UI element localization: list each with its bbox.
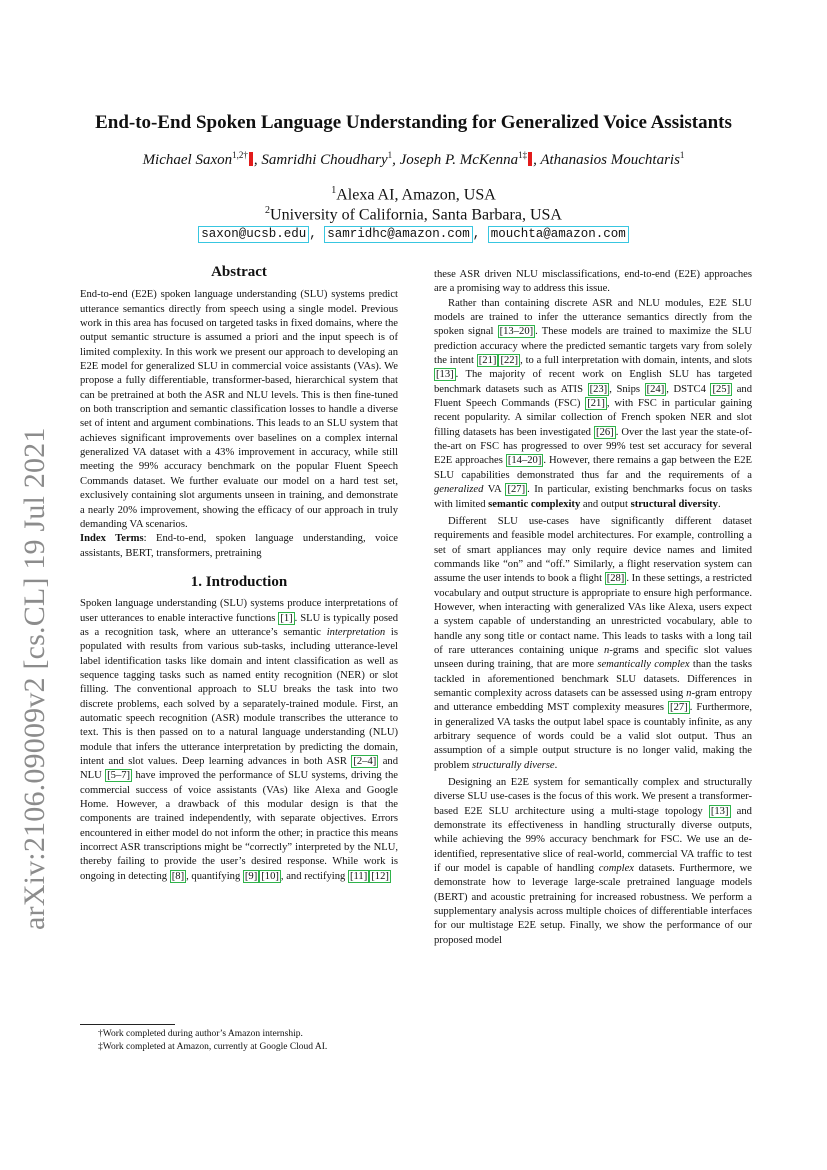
text-span: , with FSC in particular gaining recent popularity. A similar collection of French spoken NER and slot filling datasets has been investigated xyxy=(434,398,752,438)
text-span: -grams and specific slot values unseen during training, that are more xyxy=(434,644,752,671)
text-span: . In these settings, a restricted vocabulary and output structure is appropriate to ensure high performance. However, when interacting with generalized VAs like Alexa, users expect a system capable of understanding an unrestricted vocabulary, able to handle any song title or contact name. This leads to tasks with a long tail of rare utterances containing unique xyxy=(434,573,752,656)
author-superscript: 1‡ xyxy=(518,150,528,160)
affiliation-1 xyxy=(60,185,767,204)
text-span: . SLU is typically posed as a recognition task, where an utterance’s semantic xyxy=(80,612,398,638)
text-span: Designing an E2E system for semantically complex and structurally diverse SLU use-cases is the focus of this work. We present a transformer-based E2E SLU architecture using a multi-stage topology xyxy=(434,777,752,817)
author-name: Joseph P. McKenna xyxy=(399,152,519,168)
citation-link[interactable]: [27] xyxy=(670,702,688,714)
citation-link[interactable]: [25] xyxy=(712,383,731,395)
affiliation-name: Alexa AI, Amazon, USA xyxy=(336,186,496,204)
citation-link[interactable]: [11] xyxy=(350,870,368,882)
affiliation-2 xyxy=(60,205,767,224)
text-span: and output xyxy=(580,498,631,510)
text-span: have improved the performance of SLU systems, driving the commercial success of voice assistants (VAs) like Alexa and Google Home. However, a drawback of this modular design is that the components are trained independently, with separate objectives. Errors encountered in either model do not inform the other; in practice this means incorrect ASR transcriptions might be “correctly” interpreted by the NLU, thereby failing to provide the user’s desired response. While work is ongoing in detecting xyxy=(80,770,398,882)
text-span: . Over the last year the state-of-the-art on FSC has progressed to over 99% test set accuracy for several E2E approaches xyxy=(434,426,753,467)
bold-text: structural diversity xyxy=(630,498,718,510)
citation-link[interactable]: [1] xyxy=(280,612,293,624)
citation-link[interactable]: [13] xyxy=(710,805,729,817)
citation-link[interactable]: [22] xyxy=(500,355,519,367)
affiliation-number: 1 xyxy=(331,185,337,196)
text-span: Spoken language understanding (SLU) systems produce interpretations of user utterances to enable interactive functions xyxy=(80,598,398,624)
text-span: Rather than containing discrete ASR and NLU modules, E2E SLU models are trained to infer the utterance semantics directly from the spoken signal xyxy=(434,297,752,338)
math-variable: n xyxy=(604,644,610,656)
author-name: Michael Saxon xyxy=(142,152,233,168)
introduction-heading: 1. Introduction xyxy=(190,573,288,590)
text-span: . These models are trained to maximize the SLU prediction accuracy where the predicted semantic targets vary from solely the intent xyxy=(434,326,752,367)
text-span: . xyxy=(717,498,721,510)
citation-link[interactable]: [2–4] xyxy=(353,756,377,767)
email-link[interactable]: mouchta@amazon.com xyxy=(488,226,629,243)
emphasis-text: interpretation xyxy=(326,626,386,638)
text-span: . The majority of recent work on English SLU has targeted benchmark datasets such as ATIS xyxy=(434,369,752,395)
arxiv-identifier: arXiv:2106.09009v2 [cs.CL] 19 Jul 2021 xyxy=(18,427,51,930)
text-span: -gram entropy and utterance embedding MST complexity measures xyxy=(434,687,752,714)
emphasis-text: generalized xyxy=(434,484,484,496)
email-link[interactable]: samridhc@amazon.com xyxy=(324,226,473,243)
footnote-link-marker[interactable] xyxy=(528,152,532,166)
affiliation-number: 2 xyxy=(265,205,271,216)
citation-link[interactable]: [21] xyxy=(587,398,605,410)
text-span: . Furthermore, in generalized VA tasks the output label space is countably infinite, as any arbitrary sequence of words could be a valid slot output. Thus an assumption of a simple output structure is no longer valid, making the problem xyxy=(434,702,752,771)
citation-link[interactable]: [21] xyxy=(478,355,497,367)
text-span: is populated with results from various sub-tasks, including utterance-level label identification tasks like domain and intent classification as well as sequence tagging tasks such as named entity recognition (NER) or slot filling. The conventional approach to SLU breaks the task into two discrete problems, each solved by a separately-trained module. First, an automatic speech recognition (ASR) module transcribes the utterance to text. This is then passed on to a natural language understanding (NLU) module that infers the utterance interpretation by predicting the domain, intent and slot values. Deep learning advances in both ASR xyxy=(80,626,398,767)
text-span: . In particular, existing benchmarks focus on tasks with limited xyxy=(434,484,752,510)
abstract-body: End-to-end (E2E) spoken language understanding (SLU) systems predict utterance semantics directly from speech using a single model. Previous work in this area has focused on targeted tasks in fixed domains, where the output semantic structure is assumed a priori and the input speech is of limited complexity. In this work we present our approach to developing an E2E model for generalized SLU in commercial voice assistants (VAs). We propose a fully differentiable, transformer-based, hierarchical system that can be pretrained at both the ASR and NLU levels. This is then fine-tuned on both transcription and semantic classification losses to handle a diverse set of intent and argument combinations. This leads to an SLU system that achieves significant improvements over baselines on a complex internal generalized VA dataset with a 43% improvement in accuracy, while still meeting the 99% accuracy benchmark on the popular Fluent Speech Commands dataset. We further evaluate our model on a hard test set, exclusively containing slot arguments unseen in training, and demonstrate a nearly 20% improvement, showing the efficacy of our approach in truly demanding VA scenarios. xyxy=(80,289,398,530)
footnote-2: ‡Work completed at Amazon, currently at Google Cloud AI. xyxy=(98,1042,328,1052)
abstract-heading: Abstract xyxy=(211,264,267,280)
email-list: saxon@ucsb.edu , samridhc@amazon.com , mouchta@amazon.com xyxy=(60,226,767,243)
citation-link[interactable]: [28] xyxy=(606,573,625,585)
citation-link[interactable]: [27] xyxy=(507,484,526,496)
index-terms-text: : End-to-end, spoken language understanding, voice assistants, BERT, transformers, pretraining xyxy=(80,533,398,559)
citation-link[interactable]: [9] xyxy=(244,870,258,882)
emphasis-text: complex xyxy=(598,863,634,875)
text-span: , Snips xyxy=(609,383,645,395)
text-span: than the tasks tackled in aforementioned benchmark SLU datasets. Differences in semantic complexity across datasets can be assessed using xyxy=(434,659,752,699)
right-column xyxy=(434,268,752,948)
index-terms xyxy=(80,532,398,561)
bold-text: semantic complexity xyxy=(488,498,581,510)
paragraph: these ASR driven NLU misclassifications, end-to-end (E2E) approaches are a promising way to address this issue. xyxy=(434,269,752,295)
text-span: and demonstrate its effectiveness in handling structurally diverse outputs, while achieving the 99% accuracy benchmark for FSC. We use an de-identified, representative slice of real-world, commercial VA traffic to test if our model is capable of handling xyxy=(434,805,752,875)
text-span: , to a full interpretation with domain, intents, and slots xyxy=(520,355,752,367)
citation-link[interactable]: [13] xyxy=(436,369,454,381)
emphasis-text: semantically complex xyxy=(597,659,690,671)
citation-link[interactable]: [14–20] xyxy=(507,455,542,467)
text-span: , and rectifying xyxy=(280,870,348,882)
affiliation-name: University of California, Santa Barbara, USA xyxy=(270,206,562,224)
paragraph xyxy=(434,297,752,512)
author-superscript: 1,2† xyxy=(232,150,248,160)
footnote-1: †Work completed during author’s Amazon internship. xyxy=(98,1029,303,1039)
citation-link[interactable]: [13–20] xyxy=(499,326,534,338)
citation-link[interactable]: [23] xyxy=(589,383,608,395)
footnotes xyxy=(80,1028,398,1054)
math-variable: n xyxy=(686,687,692,699)
email-link[interactable]: saxon@ucsb.edu xyxy=(198,226,309,243)
author-superscript: 1 xyxy=(387,150,393,160)
paper-title: End-to-End Spoken Language Understanding for Generalized Voice Assistants xyxy=(95,112,732,133)
text-span: . However, there remains a gap between the E2E SLU capabilities demonstrated thus far and the requirements of a xyxy=(434,455,752,481)
citation-link[interactable]: [10] xyxy=(261,870,279,882)
text-span: Different SLU use-cases have significantly different dataset requirements and feasible model architectures. For example, controlling a set of smart appliances may only require device names and limited commands like “on” and “off.” Similarly, a flight reservation system can assume the user intends to book a flight xyxy=(434,515,752,585)
author-name: Athanasios Mouchtaris xyxy=(540,152,680,168)
citation-link[interactable]: [12] xyxy=(371,870,389,882)
intro-paragraph xyxy=(80,597,398,884)
text-span: and Fluent Speech Commands (FSC) xyxy=(434,383,752,410)
text-span: and NLU xyxy=(80,756,399,782)
text-span: datasets. Furthermore, we demonstrate how to leverage large-scale pretrained language models (BERT) and acoustic pretraining for increased robustness. We perform a supplementary analysis across multiple choices of differentiable interfaces for our multistage E2E setup. Finally, we show the performance of our proposed model xyxy=(434,863,752,946)
emphasis-text: structurally diverse xyxy=(471,759,555,771)
author-list: Michael Saxon$^{1,2\dagger}$ , Samridhi Choudhary$^1$, Joseph P. McKenna$^{1\ddagger}$ , Athanasios Mouchtaris$^1$ xyxy=(142,150,685,168)
index-terms-label: Index Terms xyxy=(80,533,144,545)
arxiv-side-stamp xyxy=(18,370,58,930)
text-span: , quantifying xyxy=(186,870,243,882)
citation-link[interactable]: [8] xyxy=(171,870,185,882)
text-span: , DSTC4 xyxy=(666,383,711,395)
footnote-rule xyxy=(80,1024,175,1025)
footnote-link-marker[interactable] xyxy=(249,152,253,166)
author-superscript: 1 xyxy=(679,150,685,160)
author-name: Samridhi Choudhary xyxy=(261,152,388,168)
text-span: VA xyxy=(483,484,506,496)
citation-link[interactable]: [26] xyxy=(596,426,614,438)
paragraph xyxy=(434,776,752,948)
citation-link[interactable]: [5–7] xyxy=(107,770,131,782)
text-span: . xyxy=(554,759,558,771)
citation-link[interactable]: [24] xyxy=(646,383,665,395)
left-column xyxy=(80,265,398,884)
paragraph xyxy=(434,515,752,773)
